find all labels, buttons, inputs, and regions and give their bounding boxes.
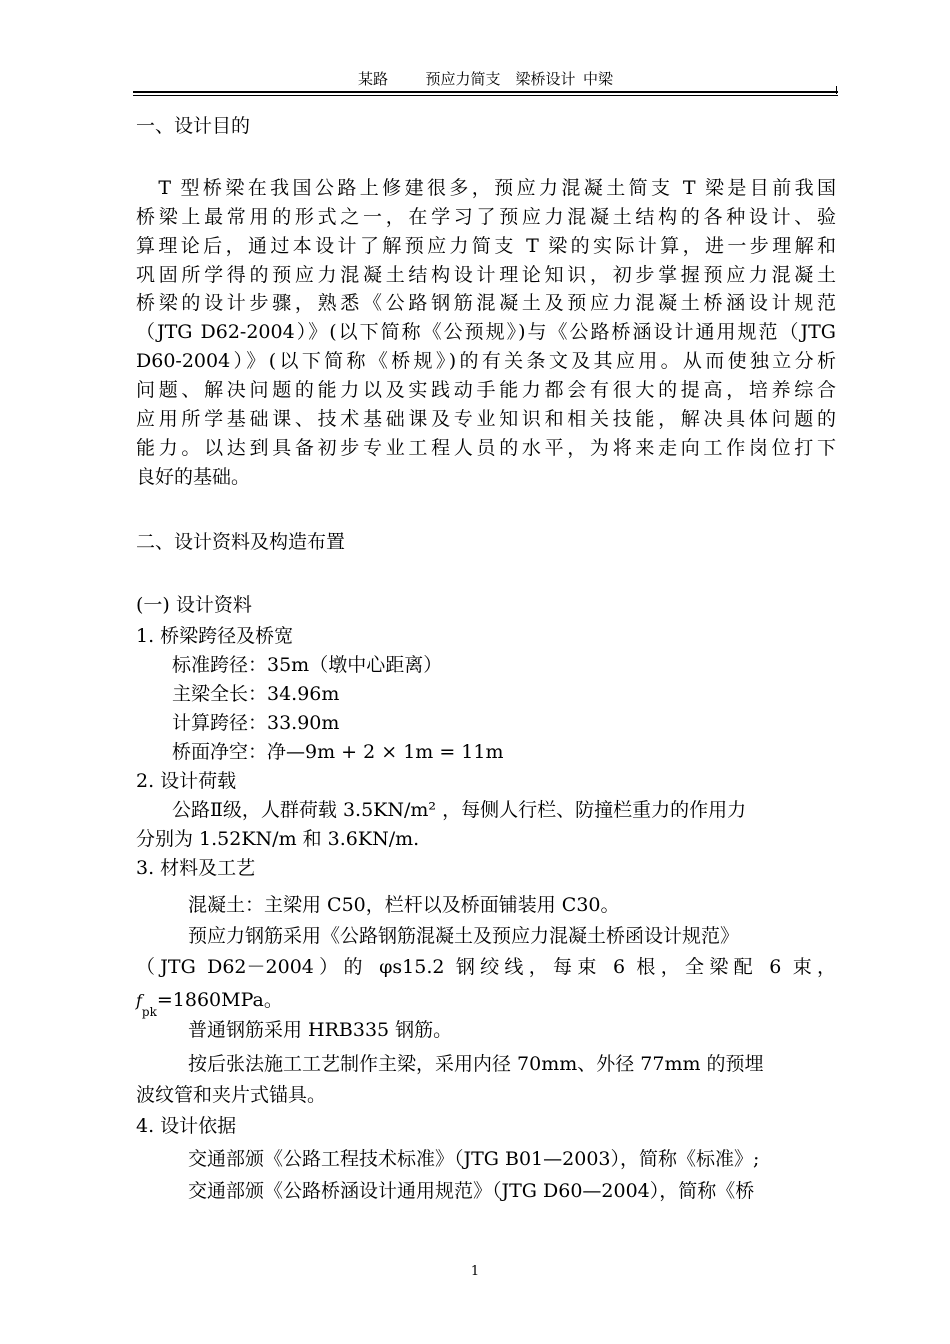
material-line: （JTG D62－2004）的 φs15.2 钢绞线，每束 6 根，全梁配 6 束， bbox=[136, 956, 836, 978]
paragraph-line: （JTG D62-2004）》(以下简称《公预规》)与《公路桥涵设计通用规范（JTG bbox=[136, 321, 836, 343]
item-2-title: 2. 设计荷载 bbox=[136, 770, 237, 792]
material-line: 按后张法施工工艺制作主梁，采用内径 70mm、外径 77mm 的预埋 bbox=[188, 1053, 764, 1075]
header-rule-tick bbox=[836, 86, 837, 94]
paragraph-line: 问题、解决问题的能力以及实践动手能力都会有很大的提高，培养综合 bbox=[136, 379, 836, 401]
subsection-title: (一) 设计资料 bbox=[136, 594, 252, 616]
page-number: 1 bbox=[470, 1264, 480, 1279]
page-header bbox=[133, 70, 838, 92]
paragraph-line: 算理论后，通过本设计了解预应力简支 T 梁的实际计算，进一步理解和 bbox=[136, 235, 836, 257]
material-line: 普通钢筋采用 HRB335 钢筋。 bbox=[188, 1019, 453, 1041]
header-rule-thin bbox=[133, 95, 838, 96]
fpk-symbol: f bbox=[136, 991, 142, 1010]
header-part-2: 预应力简支 bbox=[425, 70, 501, 88]
paragraph-line: T 型桥梁在我国公路上修建很多，预应力混凝土简支 T 梁是目前我国 bbox=[136, 177, 836, 199]
paragraph-line: 桥梁上最常用的形式之一，在学习了预应力混凝土结构的各种设计、验 bbox=[136, 206, 836, 228]
basis-line: 交通部颁《公路桥涵设计通用规范》（JTG D60—2004），简称《桥 bbox=[188, 1180, 755, 1202]
paragraph-line: 应用所学基础课、技术基础课及专业知识和相关技能，解决具体问题的 bbox=[136, 408, 836, 430]
fpk-formula bbox=[136, 988, 283, 1019]
fpk-subscript: pk bbox=[141, 1005, 157, 1019]
header-part-1: 某路 bbox=[357, 70, 388, 88]
paragraph-line: 巩固所学得的预应力混凝土结构设计理论知识，初步掌握预应力混凝土 bbox=[136, 264, 836, 286]
paragraph-line: 良好的基础。 bbox=[136, 466, 251, 488]
material-line: 预应力钢筋采用《公路钢筋混凝土及预应力混凝土桥函设计规范》 bbox=[188, 925, 740, 947]
header-part-4: 中梁 bbox=[583, 70, 614, 88]
header-part-3: 梁桥设计 bbox=[515, 70, 576, 88]
load-line: 公路Ⅱ级，人群荷载 3.5KN/m² ，每侧人行栏、防撞栏重力的作用力 bbox=[172, 799, 747, 821]
calc-span: 计算跨径：33.90m bbox=[172, 712, 340, 734]
paragraph-line: D60-2004）》(以下简称《桥规》)的有关条文及其应用。从而使独立分析 bbox=[136, 350, 836, 372]
load-line: 分别为 1.52KN/m 和 3.6KN/m. bbox=[136, 828, 420, 850]
basis-line: 交通部颁《公路工程技术标准》（JTG B01—2003），简称《标准》; bbox=[188, 1148, 760, 1170]
material-line: 混凝土：主梁用 C50，栏杆以及桥面铺装用 C30。 bbox=[188, 894, 620, 916]
paragraph-line: 能力。以达到具备初步专业工程人员的水平，为将来走向工作岗位打下 bbox=[136, 437, 836, 459]
section-1-title: 一、设计目的 bbox=[136, 115, 251, 137]
paragraph-line: 桥梁的设计步骤，熟悉《公路钢筋混凝土及预应力混凝土桥涵设计规范 bbox=[136, 292, 836, 314]
deck-clearance: 桥面净空：净—9m + 2 × 1m = 11m bbox=[172, 741, 504, 763]
span-standard: 标准跨径：35m（墩中心距离） bbox=[172, 654, 443, 676]
girder-length: 主梁全长：34.96m bbox=[172, 683, 340, 705]
item-4-title: 4. 设计依据 bbox=[136, 1115, 237, 1137]
item-3-title: 3. 材料及工艺 bbox=[136, 857, 256, 879]
header-rule bbox=[133, 91, 838, 93]
fpk-value: =1860MPa。 bbox=[156, 989, 283, 1011]
section-2-title: 二、设计资料及构造布置 bbox=[136, 531, 346, 553]
material-line: 波纹管和夹片式锚具。 bbox=[136, 1084, 327, 1106]
item-1-title: 1. 桥梁跨径及桥宽 bbox=[136, 625, 294, 647]
